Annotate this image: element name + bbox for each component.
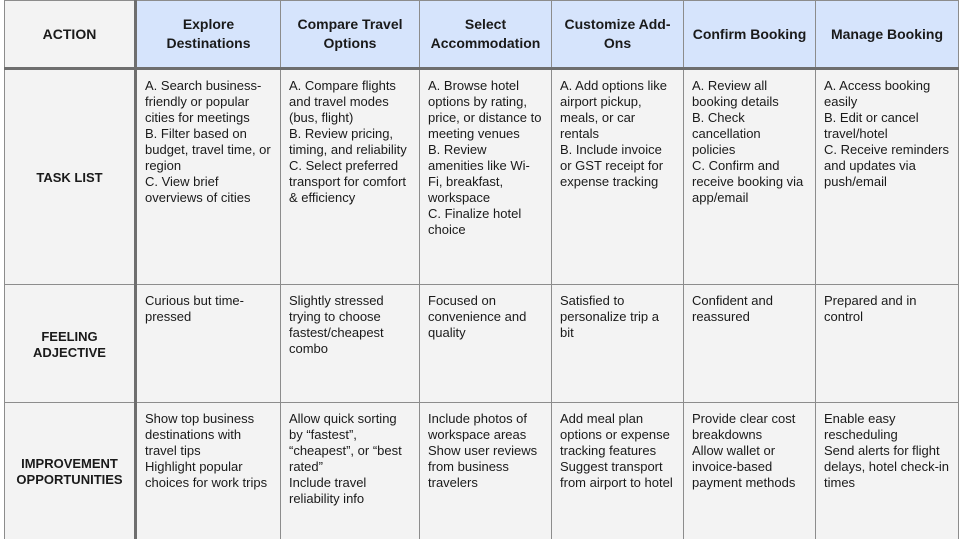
- feeling-adjective-row: [5, 285, 959, 403]
- task-cell-compare-travel-options: A. Compare flights and travel modes (bus, flight) B. Review pricing, timing, and reliability C. Select preferred transport for comfort & efficiency: [281, 69, 420, 285]
- stage-header-explore-destinations: Explore Destinations: [136, 1, 281, 69]
- stage-header-manage-booking: Manage Booking: [816, 1, 959, 69]
- improvement-opportunities-label: IMPROVEMENT OPPORTUNITIES: [5, 403, 136, 539]
- task-list-label: TASK LIST: [5, 69, 136, 285]
- feeling-cell-select-accommodation: Focused on convenience and quality: [420, 285, 552, 403]
- improvement-cell-confirm-booking: Provide clear cost breakdowns Allow wallet or invoice-based payment methods: [684, 403, 816, 539]
- feeling-cell-compare-travel-options: Slightly stressed trying to choose fastest/cheapest combo: [281, 285, 420, 403]
- task-cell-manage-booking: A. Access booking easily B. Edit or cancel travel/hotel C. Receive reminders and updates via push/email: [816, 69, 959, 285]
- improvement-cell-explore-destinations: Show top business destinations with travel tips Highlight popular choices for work trips: [136, 403, 281, 539]
- task-cell-explore-destinations: A. Search business-friendly or popular cities for meetings B. Filter based on budget, travel time, or region C. View brief overviews of cities: [136, 69, 281, 285]
- improvement-cell-compare-travel-options: Allow quick sorting by “fastest”, “cheapest”, or “best rated” Include travel reliability info: [281, 403, 420, 539]
- improvement-opportunities-row: [5, 403, 959, 539]
- task-cell-confirm-booking: A. Review all booking details B. Check cancellation policies C. Confirm and receive booking via app/email: [684, 69, 816, 285]
- task-cell-select-accommodation: A. Browse hotel options by rating, price, or distance to meeting venues B. Review amenities like Wi-Fi, breakfast, workspace C. Finalize hotel choice: [420, 69, 552, 285]
- feeling-adjective-label: FEELING ADJECTIVE: [5, 285, 136, 403]
- stage-header-customize-add-ons: Customize Add-Ons: [552, 1, 684, 69]
- feeling-cell-explore-destinations: Curious but time-pressed: [136, 285, 281, 403]
- improvement-cell-customize-add-ons: Add meal plan options or expense tracking features Suggest transport from airport to hotel: [552, 403, 684, 539]
- task-cell-customize-add-ons: A. Add options like airport pickup, meals, or car rentals B. Include invoice or GST receipt for expense tracking: [552, 69, 684, 285]
- improvement-cell-manage-booking: Enable easy rescheduling Send alerts for flight delays, hotel check-in times: [816, 403, 959, 539]
- header-row: [5, 1, 959, 69]
- stage-header-compare-travel-options: Compare Travel Options: [281, 1, 420, 69]
- journey-map-table: [4, 0, 959, 539]
- feeling-cell-confirm-booking: Confident and reassured: [684, 285, 816, 403]
- stage-header-confirm-booking: Confirm Booking: [684, 1, 816, 69]
- feeling-cell-customize-add-ons: Satisfied to personalize trip a bit: [552, 285, 684, 403]
- improvement-cell-select-accommodation: Include photos of workspace areas Show user reviews from business travelers: [420, 403, 552, 539]
- stage-header-select-accommodation: Select Accommodation: [420, 1, 552, 69]
- feeling-cell-manage-booking: Prepared and in control: [816, 285, 959, 403]
- task-list-row: [5, 69, 959, 285]
- action-header-label: ACTION: [5, 1, 136, 69]
